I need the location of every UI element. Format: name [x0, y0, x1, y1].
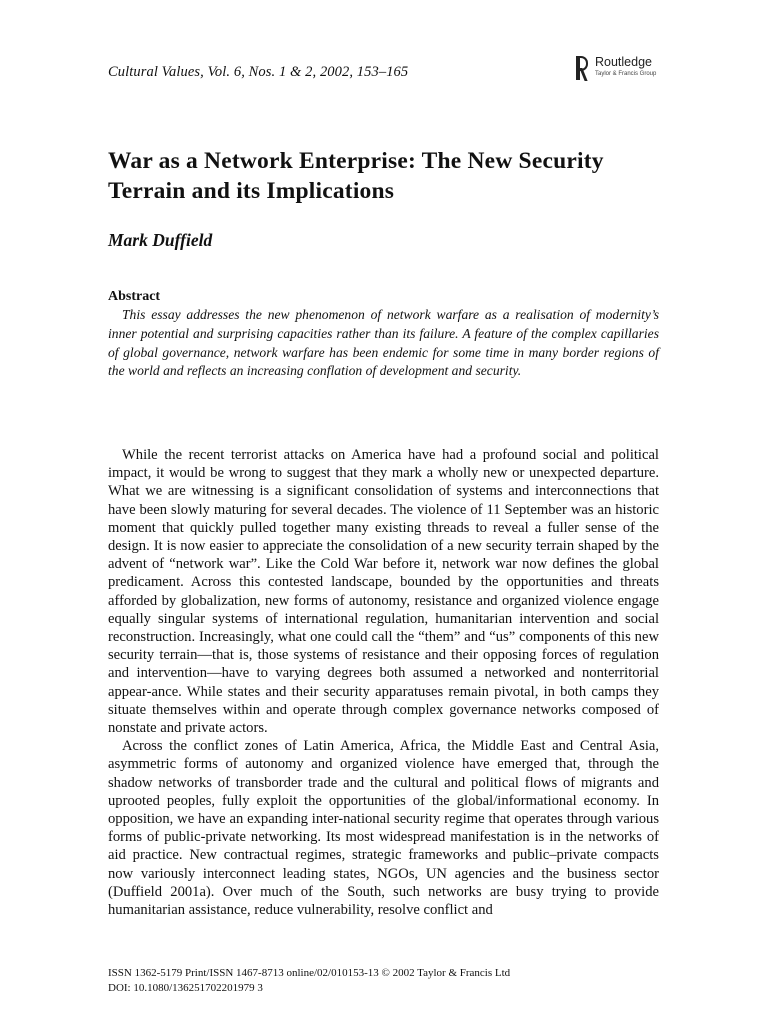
issn-line: ISSN 1362-5179 Print/ISSN 1467-8713 online/02/010153-13 © 2002 Taylor & Francis Ltd	[108, 967, 511, 979]
publisher-group: Taylor & Francis Group	[595, 70, 657, 77]
journal-citation: Cultural Values, Vol. 6, Nos. 1 & 2, 2002, 153–165	[108, 64, 409, 80]
routledge-logo-icon	[576, 56, 589, 80]
body-paragraph: While the recent terrorist attacks on America have had a profound social and political impact, it would be wrong to suggest that they mark a wholly new or unexpected departure. What we are witnessing is a significant consolidation of systems and interconnections that have been slowly maturing for several decades. The violence of 11 September was an historic moment that quickly pulled together many existing threads to reveal a fuller sense of the design. It is now easier to appreciate the consolidation of a new security terrain shaped by the advent of “network war”. Like the Cold War before it, network war now defines the global predicament. Across this contested landscape, bounded by the opportunities and threats afforded by globalization, new forms of autonomy, resistance and organized violence engage equally singular systems of international regulation, humanitarian intervention and social reconstruction. Increasingly, what one could call the “them” and “us” components of this new security terrain—that is, those systems of resistance and their opposing forces of regulation and intervention—have to varying degrees both assumed a networked and nonterritorial appear-ance. While states and their security apparatuses remain pivotal, in both camps they situate themselves within and operate through complex governance networks composed of nonstate and private actors.	[108, 447, 659, 737]
abstract-text: This essay addresses the new phenomenon of network warfare as a realisation of modernity’s inner potential and surprising capacities rather than its failure. A feature of the complex capillaries of global governance, network warfare has been endemic for some time in many border regions of the world and reflects an increasing conflation of development and security.	[108, 307, 659, 379]
body-text	[108, 446, 659, 919]
author-name: Mark Duffield	[108, 230, 213, 250]
body-paragraph: Across the conflict zones of Latin America, Africa, the Middle East and Central Asia, asymmetric forms of autonomy and organized violence have emerged that, through the shadow networks of transborder trade and the cultural and political flows of migrants and uprooted peoples, fully exploit the opportunities of the global/informational economy. In opposition, we have an expanding inter-national security regime that operates through various forms of public-private networking. Its most widespread manifestation is in the networks of aid practice. New contractual regimes, strategic frameworks and public–private compacts now variously interconnect leading states, NGOs, UN agencies and the business sector (Duffield 2001a). Over much of the South, such networks are busy trying to provide humanitarian assistance, reduce vulnerability, resolve conflict and	[108, 738, 659, 919]
publisher-logo	[576, 56, 656, 82]
abstract-heading: Abstract	[108, 289, 161, 304]
article-title: War as a Network Enterprise: The New Security Terrain and its Implications	[108, 148, 604, 204]
publisher-name: Routledge	[595, 55, 652, 69]
page-footer	[108, 966, 510, 996]
doi-line: DOI: 10.1080/136251702201979 3	[108, 982, 263, 994]
